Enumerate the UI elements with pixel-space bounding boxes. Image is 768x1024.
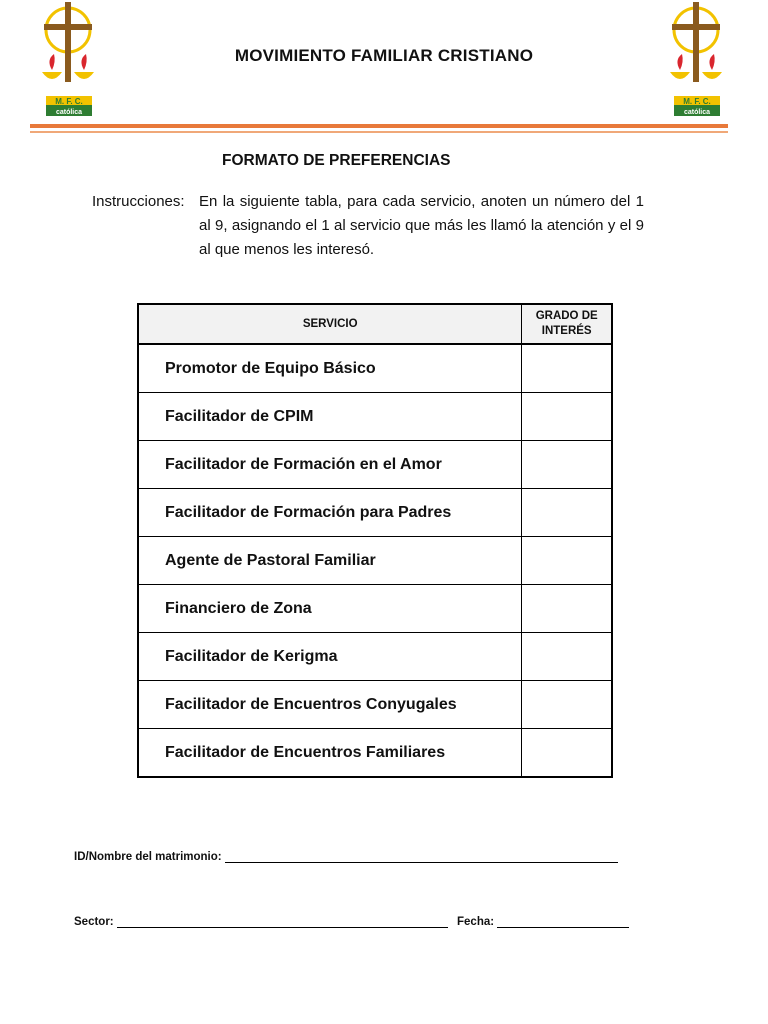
grade-input-cell[interactable] [522, 344, 612, 393]
grade-input-cell[interactable] [522, 729, 612, 778]
table-row [138, 537, 612, 585]
grade-input-cell[interactable] [522, 585, 612, 633]
grade-input-cell[interactable] [522, 633, 612, 681]
table-row [138, 681, 612, 729]
date-field [457, 915, 629, 928]
service-name: Promotor de Equipo Básico [138, 344, 522, 393]
service-name: Facilitador de Formación en el Amor [138, 441, 522, 489]
service-name: Agente de Pastoral Familiar [138, 537, 522, 585]
service-name: Financiero de Zona [138, 585, 522, 633]
service-name: Facilitador de Kerigma [138, 633, 522, 681]
date-label: Fecha: [457, 916, 495, 928]
service-name: Facilitador de Formación para Padres [138, 489, 522, 537]
date-input-line[interactable] [497, 915, 629, 928]
instructions [92, 190, 644, 262]
sector-label: Sector: [74, 916, 114, 928]
instructions-text: En la siguiente tabla, para cada servicio, anoten un número del 1 al 9, asignando el 1 al servicio que más les llamó la atención y el 9 al que menos les interesó. [199, 193, 644, 258]
table-row [138, 633, 612, 681]
preferences-table [137, 303, 613, 778]
grade-input-cell[interactable] [522, 681, 612, 729]
grade-input-cell[interactable] [522, 537, 612, 585]
couple-id-field [74, 850, 618, 863]
column-header-grade: GRADO DE INTERÉS [522, 304, 612, 344]
service-name: Facilitador de Encuentros Conyugales [138, 681, 522, 729]
table-row [138, 344, 612, 393]
table-row [138, 441, 612, 489]
table-row [138, 393, 612, 441]
table-row [138, 489, 612, 537]
logo-text-bottom: católica [683, 109, 711, 116]
sector-input-line[interactable] [117, 915, 448, 928]
header-divider [30, 124, 728, 128]
header-divider-thin [30, 131, 728, 133]
couple-id-input-line[interactable] [225, 850, 618, 863]
couple-id-label: ID/Nombre del matrimonio: [74, 851, 222, 863]
table-row [138, 585, 612, 633]
table-row [138, 729, 612, 778]
grade-input-cell[interactable] [522, 489, 612, 537]
logo-text-bottom: católica [55, 109, 83, 116]
table-header-row [138, 304, 612, 344]
instructions-label: Instrucciones: [92, 193, 185, 210]
service-name: Facilitador de CPIM [138, 393, 522, 441]
service-name: Facilitador de Encuentros Familiares [138, 729, 522, 778]
sector-field [74, 915, 448, 928]
column-header-service: SERVICIO [138, 304, 522, 344]
form-title: FORMATO DE PREFERENCIAS [222, 152, 451, 169]
logo-text-top: M. F. C. [683, 97, 711, 106]
grade-input-cell[interactable] [522, 393, 612, 441]
logo-text-top: M. F. C. [55, 97, 83, 106]
grade-input-cell[interactable] [522, 441, 612, 489]
organization-title: MOVIMIENTO FAMILIAR CRISTIANO [234, 46, 534, 65]
